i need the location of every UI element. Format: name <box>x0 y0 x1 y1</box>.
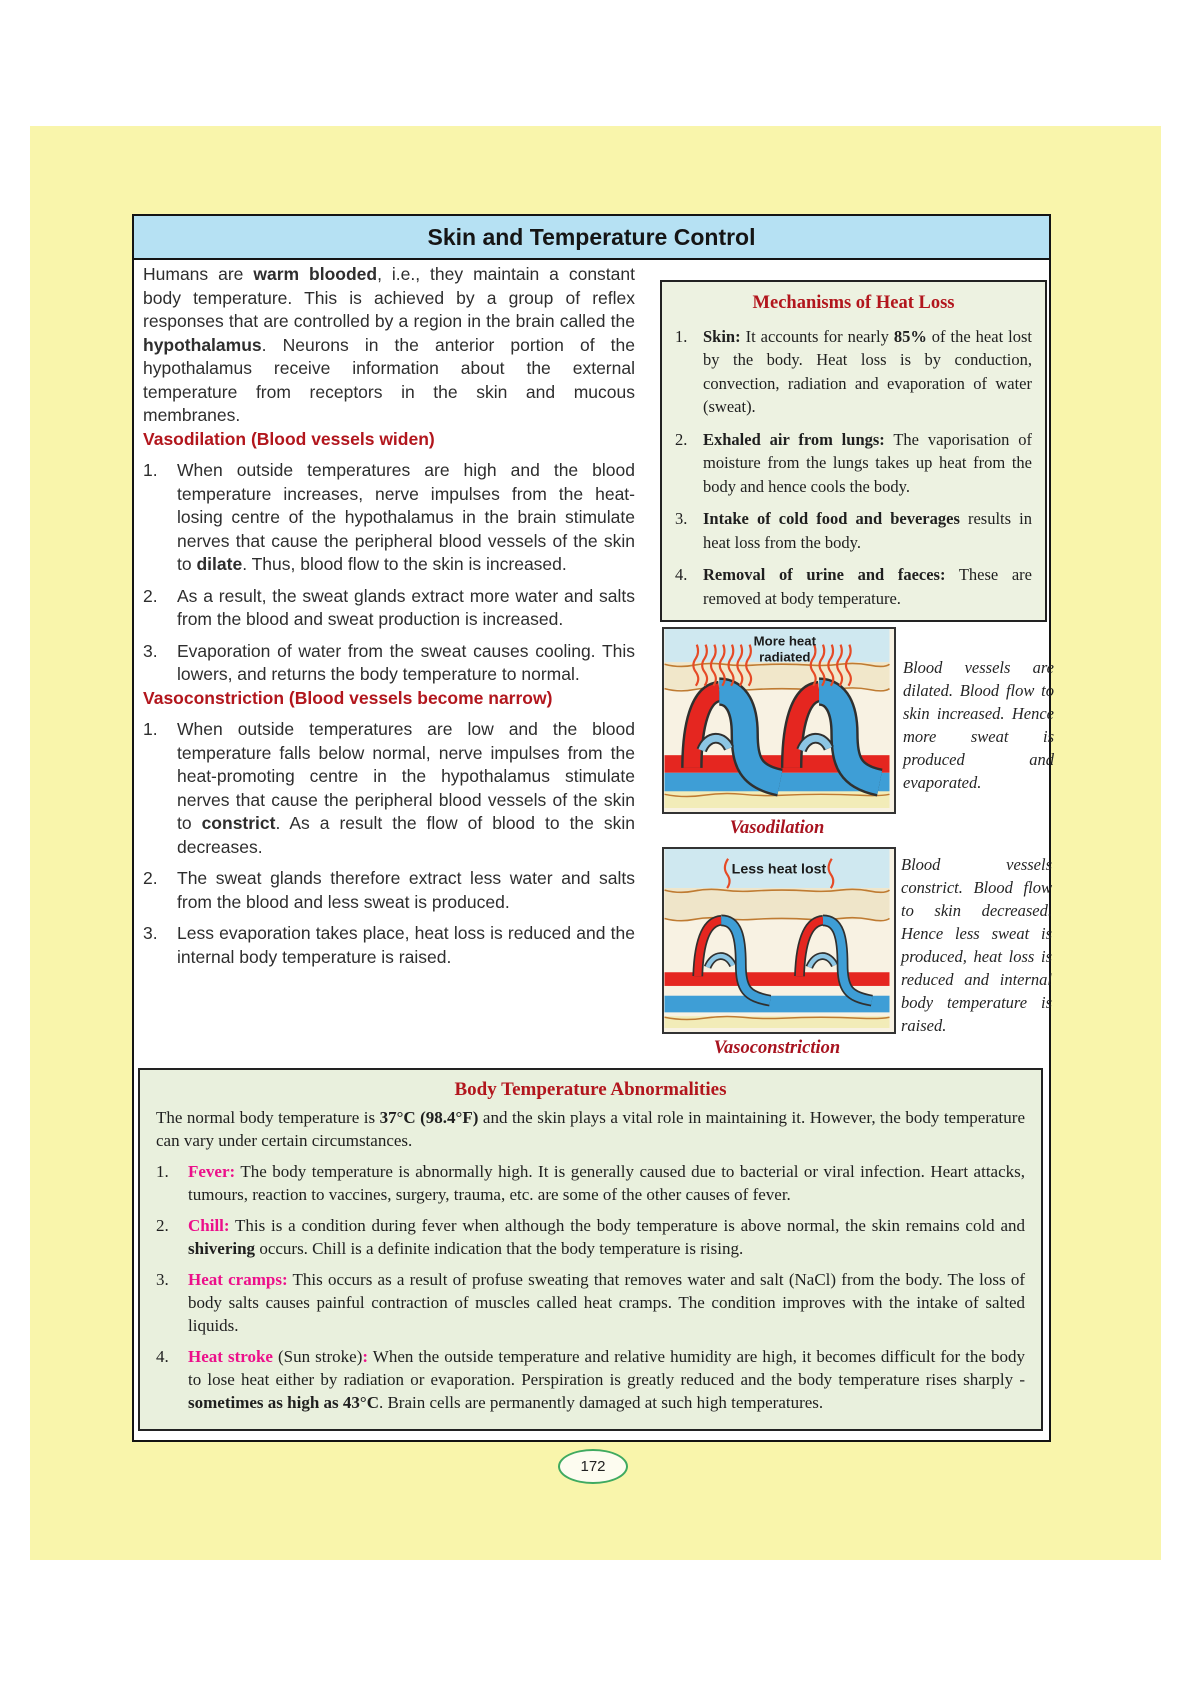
item-text: Heat stroke (Sun stroke): When the outside temperature and relative humidity are high, it becomes difficult for the body to lose heat either by radiation or evaporation. Perspiration is greatly reduced and the body temperature rises sharply - sometimes as high as 43°C. Brain cells are permanently damaged at such high temperatures. <box>188 1347 1025 1412</box>
item-number: 2. <box>156 1216 169 1235</box>
item-text: When outside temperatures are low and the blood temperature falls below normal, nerve impulses from the heat-promoting centre in the hypothalamus stimulate nerves that cause the peripheral blood vessels of the skin to constrict. As a result the flow of blood to the skin decreases. <box>177 719 635 857</box>
item-text: Evaporation of water from the sweat causes cooling. This lowers, and returns the body temperature to normal. <box>177 640 635 684</box>
item-text: When outside temperatures are high and the blood temperature increases, nerve impulses from the heat-losing centre of the hypothalamus in the brain stimulate nerves that cause the peripheral blood vessels of the skin to dilate. Thus, blood flow to the skin is increased. <box>177 460 635 574</box>
mechanisms-box-title: Mechanisms of Heat Loss <box>752 293 955 313</box>
list-item <box>156 1214 1025 1260</box>
epidermis-layer <box>665 888 890 919</box>
item-text: Fever: The body temperature is abnormally high. It is generally caused due to bacterial or viral infection. Heart attacks, tumours, reaction to vaccines, surgery, trauma, etc. are some of the other causes of fever. <box>188 1162 1025 1204</box>
item-number: 3. <box>143 923 158 943</box>
vasoconstriction-heading: Vasoconstriction (Blood vessels become narrow) <box>143 687 553 708</box>
item-number: 2. <box>143 868 158 888</box>
mechanisms-of-heat-loss-box <box>660 280 1047 622</box>
item-number: 1. <box>143 719 158 739</box>
item-number: 3. <box>675 509 688 528</box>
item-number: 4. <box>675 565 688 584</box>
item-number: 4. <box>156 1347 169 1366</box>
item-number: 1. <box>143 460 158 480</box>
list-item <box>675 325 1032 419</box>
vasodilation-figure <box>662 627 896 814</box>
abnormalities-box-title: Body Temperature Abnormalities <box>454 1079 727 1100</box>
list-item <box>143 459 635 577</box>
page-title: Skin and Temperature Control <box>427 223 756 250</box>
item-number: 2. <box>143 585 158 606</box>
item-text: Skin: It accounts for nearly 85% of the heat lost by the body. Heat loss is by conduction, convection, radiation and evaporation of water (sweat). <box>703 326 1032 416</box>
item-text: Chill: This is a condition during fever when although the body temperature is above normal, the skin remains cold and shivering occurs. Chill is a definite indication that the body temperature is rising. <box>188 1216 1025 1258</box>
vasodilation-diagram <box>664 629 890 808</box>
vasoconstriction-figure <box>662 847 896 1034</box>
vasodilation-caption: Vasodilation <box>729 818 825 838</box>
list-item <box>143 585 635 632</box>
intro-paragraph: Humans are warm blooded, i.e., they maintain a constant body temperature. This is achieved by a group of reflex responses that are controlled by a region in the brain called the hypothalamus. Neurons in the anterior portion of the hypothalamus receive information about the external temperature from receptors in the skin and mucous membranes. <box>143 264 635 425</box>
item-number: 3. <box>156 1270 169 1289</box>
item-text: Exhaled air from lungs: The vaporisation of moisture from the lungs takes up heat from the body and hence cools the body. <box>703 429 1033 496</box>
item-text: Less evaporation takes place, heat loss is reduced and the internal body temperature is raised. <box>177 923 635 967</box>
item-number: 1. <box>156 1162 169 1181</box>
item-number: 1. <box>675 326 688 346</box>
list-item <box>675 428 1032 499</box>
list-item <box>156 1160 1025 1206</box>
vasoconstriction-side-text: Blood vessels constrict. Blood flow to skin decreased. Hence less sweat is produced, heat loss is reduced and internal body temperature is raised. <box>901 855 1052 1035</box>
vasodilation-heading: Vasodilation (Blood vessels widen) <box>143 428 435 449</box>
item-text: Intake of cold food and beverages results in heat loss from the body. <box>703 509 1032 552</box>
vasoconstriction-caption: Vasoconstriction <box>713 1038 841 1058</box>
list-item <box>675 507 1032 554</box>
abnormalities-intro: The normal body temperature is 37°C (98.4°F) and the skin plays a vital role in maintaining it. However, the body temperature can vary under certain circumstances. <box>156 1108 1025 1150</box>
content-frame <box>132 214 1054 1442</box>
item-text: The sweat glands therefore extract less water and salts from the blood and less sweat is produced. <box>177 868 635 912</box>
item-number: 3. <box>143 640 158 661</box>
item-number: 2. <box>675 429 688 449</box>
list-item <box>143 640 635 687</box>
left-column <box>143 263 635 969</box>
list-item <box>143 922 635 969</box>
item-text: Removal of urine and faeces: These are removed at body temperature. <box>703 565 1032 608</box>
more-heat-label-line1: More heat <box>753 633 816 649</box>
body-temperature-abnormalities-box <box>138 1068 1043 1431</box>
list-item <box>675 563 1032 610</box>
page-number-badge <box>558 1449 628 1484</box>
vasodilation-side-text: Blood vessels are dilated. Blood flow to skin increased. Hence more sweat is produced and evaporated. <box>903 658 1054 792</box>
list-item <box>156 1268 1025 1337</box>
list-item <box>143 867 635 914</box>
list-item <box>143 718 635 859</box>
vasoconstriction-diagram <box>664 849 890 1028</box>
item-text: Heat cramps: This occurs as a result of profuse sweating that removes water and salt (NaCl) from the body. The loss of body salts causes painful contraction of muscles called heat cramps. The condition improves with the intake of salted liquids. <box>188 1270 1025 1335</box>
more-heat-label-line2: radiated <box>759 649 811 665</box>
page-number: 172 <box>580 1458 606 1475</box>
less-heat-lost-label: Less heat lost <box>731 861 827 878</box>
page-title-band <box>134 216 1049 260</box>
item-text: As a result, the sweat glands extract more water and salts from the blood and sweat production is increased. <box>177 585 635 629</box>
list-item <box>156 1345 1025 1414</box>
